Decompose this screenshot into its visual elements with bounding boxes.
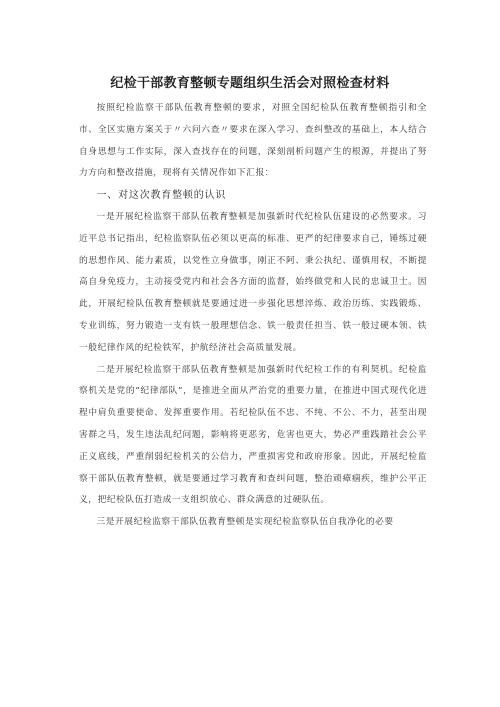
- section-heading: 一、对这次教育整顿的认识: [96, 190, 227, 202]
- document-body: [79, 98, 427, 534]
- document-title: 纪检干部教育整顿专题组织生活会对照检查材料: [110, 76, 390, 91]
- intro-paragraph: 按照纪检监察干部队伍教育整顿的要求，对照全国纪检队伍教育整顿指引和全市、全区实施方案关于〃六问六查〃要求在深入学习、查纠整改的基础上，本人结合自身思想与工作实际，深入查找存在的问题，深刻剖析问题产生的根源，并提出了努力方向和整改措施，现将有关情况作如下汇报：: [79, 103, 427, 179]
- paragraph-2: 二是开展纪检监察干部队伍教育整顿是加强新时代纪检工作的有利契机。纪检监察机关是党的“纪律部队”，是推进全面从严治党的重要力量，在推进中国式现代化进程中肩负重要使命、发挥重要作用。若纪检队伍不忠、不纯、不公、不力，甚至出现害群之马，发生违法乱纪问题，影响将更恶劣，危害也更大，势必严重践踏社会公平正义底线，严重削弱纪检机关的公信力，严重损害党和政府形象。因此，开展纪检监察干部队伍教育整顿，就是要通过学习教育和查纠问题，整治顽瘴痼疾，维护公平正义，把纪检队伍打造成一支组织放心、群众满意的过硬队伍。: [79, 364, 427, 506]
- paragraph-3: 三是开展纪检监察干部队伍教育整顿是实现纪检监察队伍自我净化的必要: [96, 517, 394, 528]
- paragraph-1: 一是开展纪检监察干部队伍教育整顿是加强新时代纪检队伍建设的必然要求。习近平总书记指出，纪检监察队伍必须以更高的标准、更严的纪律要求自己，锤练过硬的思想作风、能力素质，以党性立身做事，刚正不阿、秉公执纪、谨慎用权，不断提高自身免疫力，主动接受党内和社会各方面的监督，始终做党和人民的忠诚卫士。因此，开展纪检队伍教育整顿就是要通过进一步强化思想淬炼、政治历练、实践锻炼、专业训练，努力锻造一支有铁一般理想信念、铁一般责任担当、铁一般过硬本领、铁一般纪律作风的纪检铁军，护航经济社会高质量发展。: [79, 211, 427, 353]
